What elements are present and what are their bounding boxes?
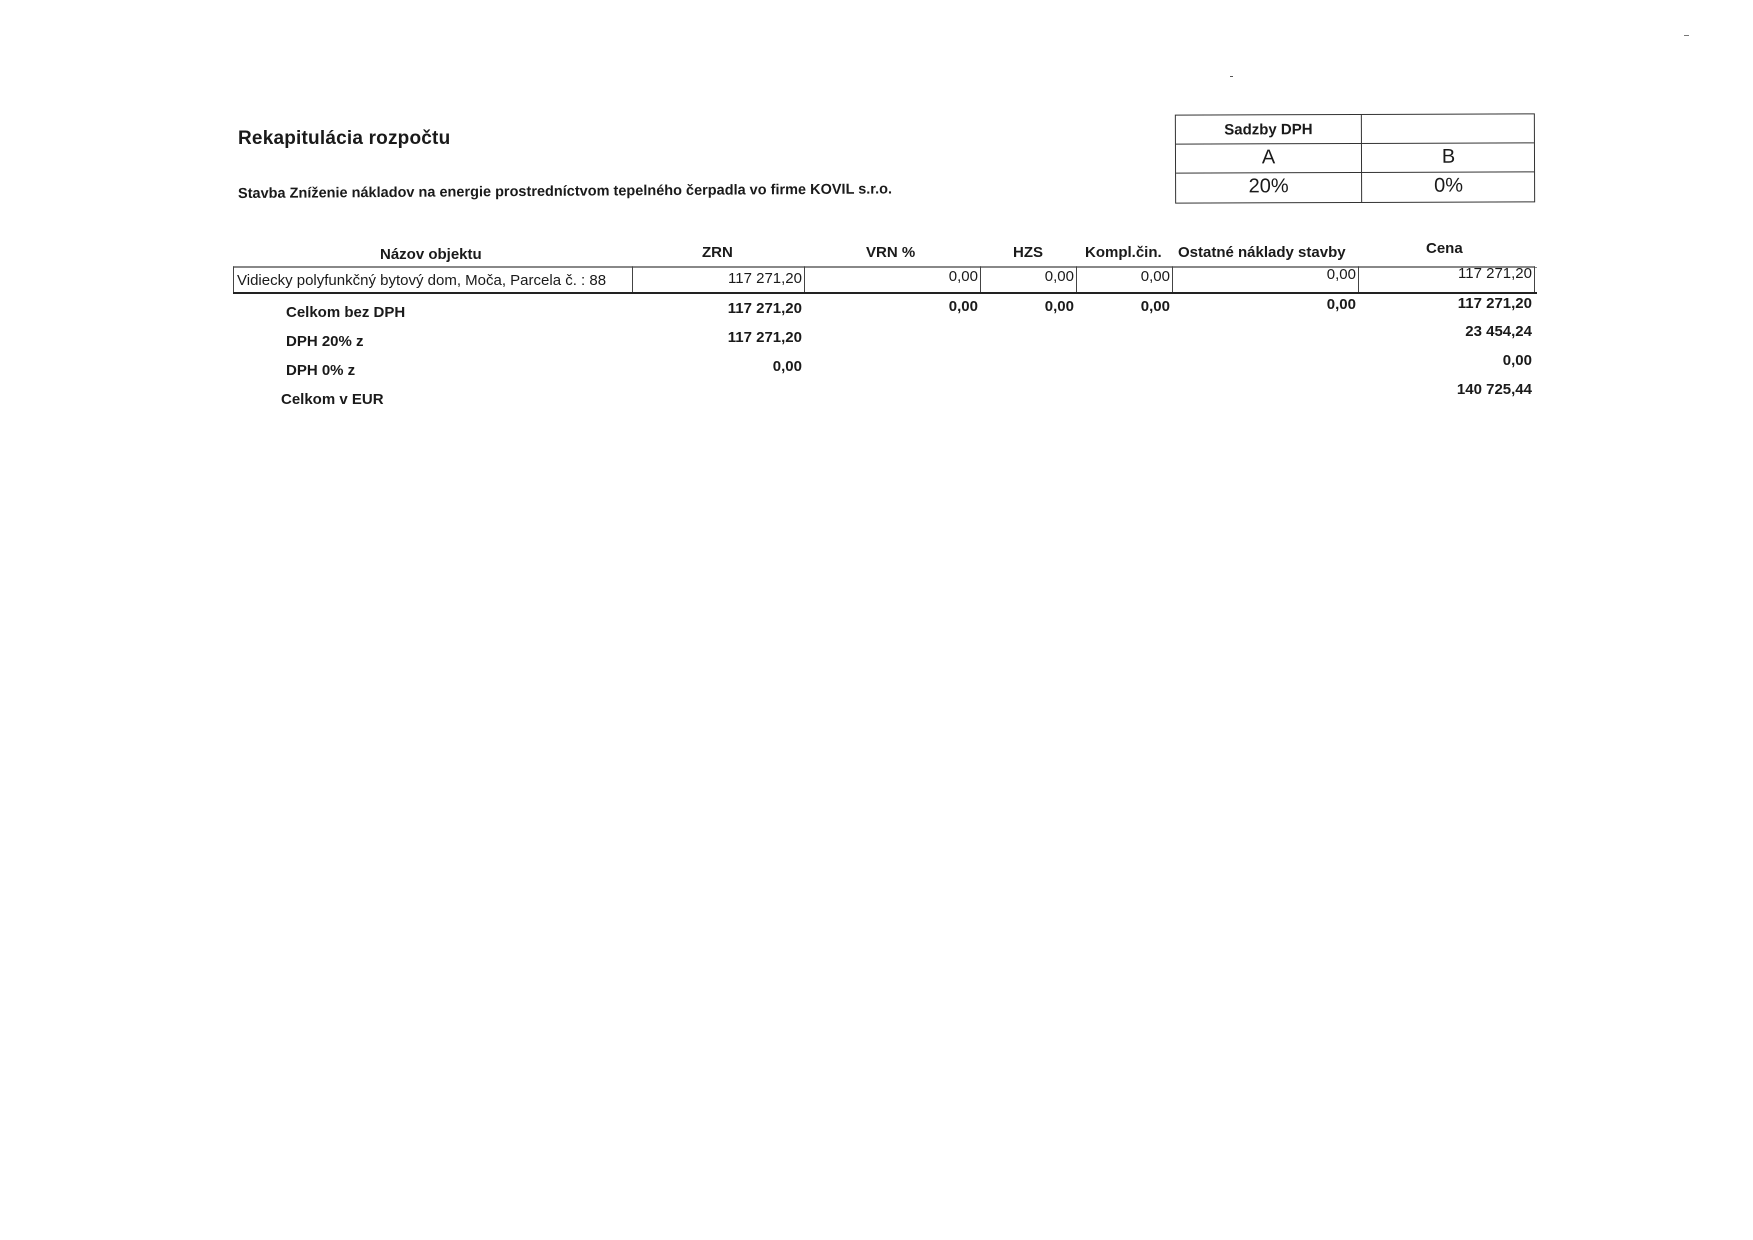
total-bez-dph-hzs: 0,00 [1044, 298, 1074, 315]
dph0-base: 0,00 [772, 358, 802, 375]
vat-rate-a-label: A [1261, 146, 1276, 169]
vat-rates-rule [1176, 142, 1534, 144]
total-bez-dph-vrn: 0,00 [948, 298, 978, 315]
vat-rate-a-value: 20% [1248, 175, 1289, 198]
row-ostatne-value: 0,00 [1326, 266, 1356, 283]
col-header-vrn: VRN % [866, 244, 916, 261]
total-bez-dph-zrn: 117 271,20 [727, 300, 802, 317]
celkom-eur-label: Celkom v EUR [281, 391, 384, 408]
dph20-base: 117 271,20 [727, 329, 802, 346]
celkom-eur-value: 140 725,44 [1456, 381, 1532, 398]
col-header-kompl: Kompl.čin. [1085, 244, 1162, 261]
row-bottom-rule [233, 292, 1537, 294]
vat-rate-b-label: B [1441, 145, 1456, 168]
row-cena-value: 117 271,20 [1458, 265, 1532, 282]
row-vrn-value: 0,00 [948, 268, 978, 285]
dph20-label: DPH 20% z [286, 333, 364, 350]
col-header-zrn: ZRN [702, 244, 733, 261]
page-title: Rekapitulácia rozpočtu [238, 128, 451, 149]
row-zrn-value: 117 271,20 [728, 270, 802, 287]
vat-rates-rule [1176, 171, 1534, 173]
row-hzs-value: 0,00 [1044, 268, 1074, 285]
row-object-name: Vidiecky polyfunkčný bytový dom, Moča, Parcela č. : 88 [237, 272, 607, 289]
vat-rate-b-value: 0% [1434, 174, 1464, 197]
col-header-cena: Cena [1426, 240, 1463, 257]
dph0-value: 0,00 [1502, 352, 1532, 369]
total-bez-dph-label: Celkom bez DPH [286, 304, 406, 321]
col-header-hzs: HZS [1013, 244, 1043, 261]
total-bez-dph-kompl: 0,00 [1140, 298, 1170, 315]
scan-speck [1684, 35, 1689, 36]
col-header-ostatne: Ostatné náklady stavby [1178, 244, 1346, 261]
construction-subtitle: Stavba Zníženie nákladov na energie prostredníctvom tepelného čerpadla vo firme KOVIL s.r.o. [237, 181, 893, 202]
total-bez-dph-cena: 117 271,20 [1457, 295, 1532, 312]
dph20-value: 23 454,24 [1465, 323, 1532, 340]
row-kompl-value: 0,00 [1140, 268, 1170, 285]
dph0-label: DPH 0% z [286, 362, 356, 379]
vat-rates-header: Sadzby DPH [1224, 121, 1313, 139]
scan-speck [1230, 76, 1233, 77]
col-header-name: Názov objektu [380, 246, 482, 263]
total-bez-dph-ostatne: 0,00 [1326, 296, 1356, 313]
vat-rates-box [1175, 113, 1535, 203]
